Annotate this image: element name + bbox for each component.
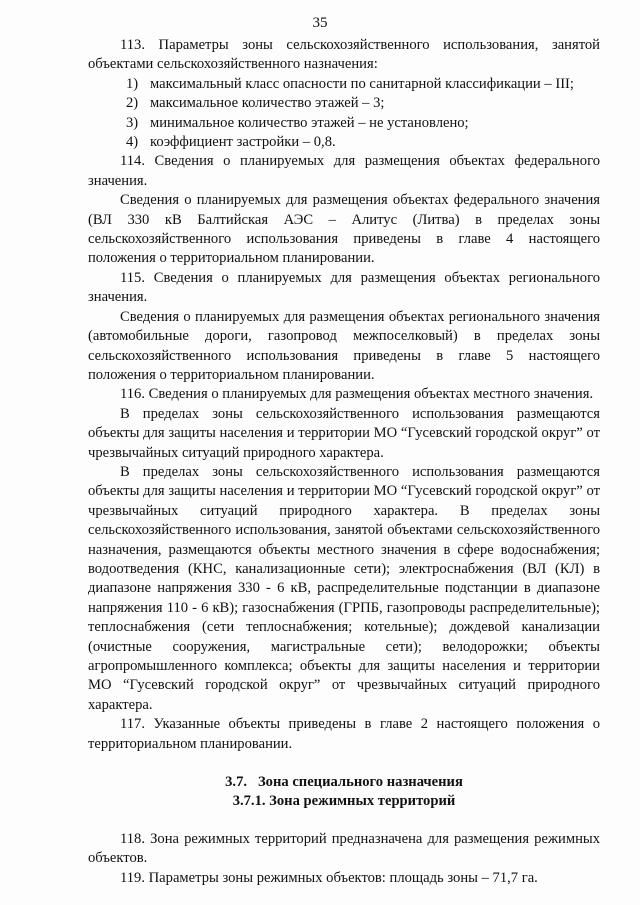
paragraph-114: 114. Сведения о планируемых для размещения объектах федерального значения. — [88, 153, 600, 189]
paragraph-113-intro: 113. Параметры зоны сельскохозяйственного использования, занятой объектами сельскохозяйственного назначения: — [88, 37, 600, 73]
paragraph-116-text-1: В пределах зоны сельскохозяйственного использования размещаются объекты для защиты населения и территории МО “Гусевский городской округ” от чрезвычайных ситуаций природного характера. — [88, 405, 600, 461]
list-item — [88, 75, 600, 94]
list-item-text: минимальное количество этажей – не установлено; — [150, 114, 469, 131]
page-number: 35 — [312, 15, 328, 31]
paragraph-114-text: Сведения о планируемых для размещения объектах федерального значения (ВЛ 330 кВ Балтийская АЭС – Алитус (Литва) в пределах зоны сельскохозяйственного использования приведены в главе 4 настоящего положения о территориальном планировании. — [88, 192, 600, 267]
paragraph-117: 117. Указанные объекты приведены в главе 2 настоящего положения о территориальном планировании. — [88, 716, 600, 752]
list-item-text: коэффициент застройки – 0,8. — [150, 134, 336, 151]
subsection-heading: 3.7.1. Зона режимных территорий — [232, 793, 456, 810]
list-item-text: максимальное количество этажей – 3; — [150, 95, 385, 112]
paragraph-116-text-2: В пределах зоны сельскохозяйственного использования размещаются объекты для защиты населения и территории МО “Гусевский городской округ” от чрезвычайных ситуаций природного характера. В пределах зоны сельскохозяйственного использования, занятой объектами сельскохозяйственного назначения, размещаются объекты местного значения в сфере водоснабжения; водоотведения (КНС, канализационные сети); электроснабжения (ВЛ (КЛ) в диапазоне напряжения 330 - 6 кВ, распределительные подстанции в диапазоне напряжения 110 - 6 кВ); газоснабжения (ГРПБ, газопроводы распределительные); теплоснабжения (сети теплоснабжения; котельные); дождевой канализации (очистные сооружения, магистральные сети); велодорожки; объекты агропромышленного комплекса; объекты для защиты населения и территории МО “Гусевский городской округ” от чрезвычайных ситуаций природного характера. — [88, 463, 600, 713]
list-item-number: 2) — [126, 95, 139, 112]
list-item — [88, 114, 600, 133]
list-item — [88, 94, 600, 113]
document-body — [88, 36, 600, 888]
paragraph-119: 119. Параметры зоны режимных объектов: площадь зоны – 71,7 га. — [120, 869, 538, 886]
parameter-list — [88, 75, 600, 153]
list-item-number: 4) — [126, 134, 139, 151]
list-item-text: максимальный класс опасности по санитарной классификации – III; — [150, 75, 574, 92]
section-heading: 3.7. Зона специального назначения — [225, 774, 463, 791]
paragraph-115-text: Сведения о планируемых для размещения объектах регионального значения (автомобильные дороги, газопровод межпоселковый) в пределах зоны сельскохозяйственного использования приведены в главе 5 настоящего положения о территориальном планировании. — [88, 308, 600, 383]
list-item-number: 3) — [126, 114, 139, 131]
paragraph-116: 116. Сведения о планируемых для размещения объектах местного значения. — [120, 386, 594, 403]
paragraph-118: 118. Зона режимных территорий предназначена для размещения режимных объектов. — [88, 830, 600, 867]
paragraph-115: 115. Сведения о планируемых для размещения объектах регионального значения. — [88, 269, 600, 306]
list-item-number: 1) — [126, 75, 139, 92]
list-item — [88, 133, 600, 152]
